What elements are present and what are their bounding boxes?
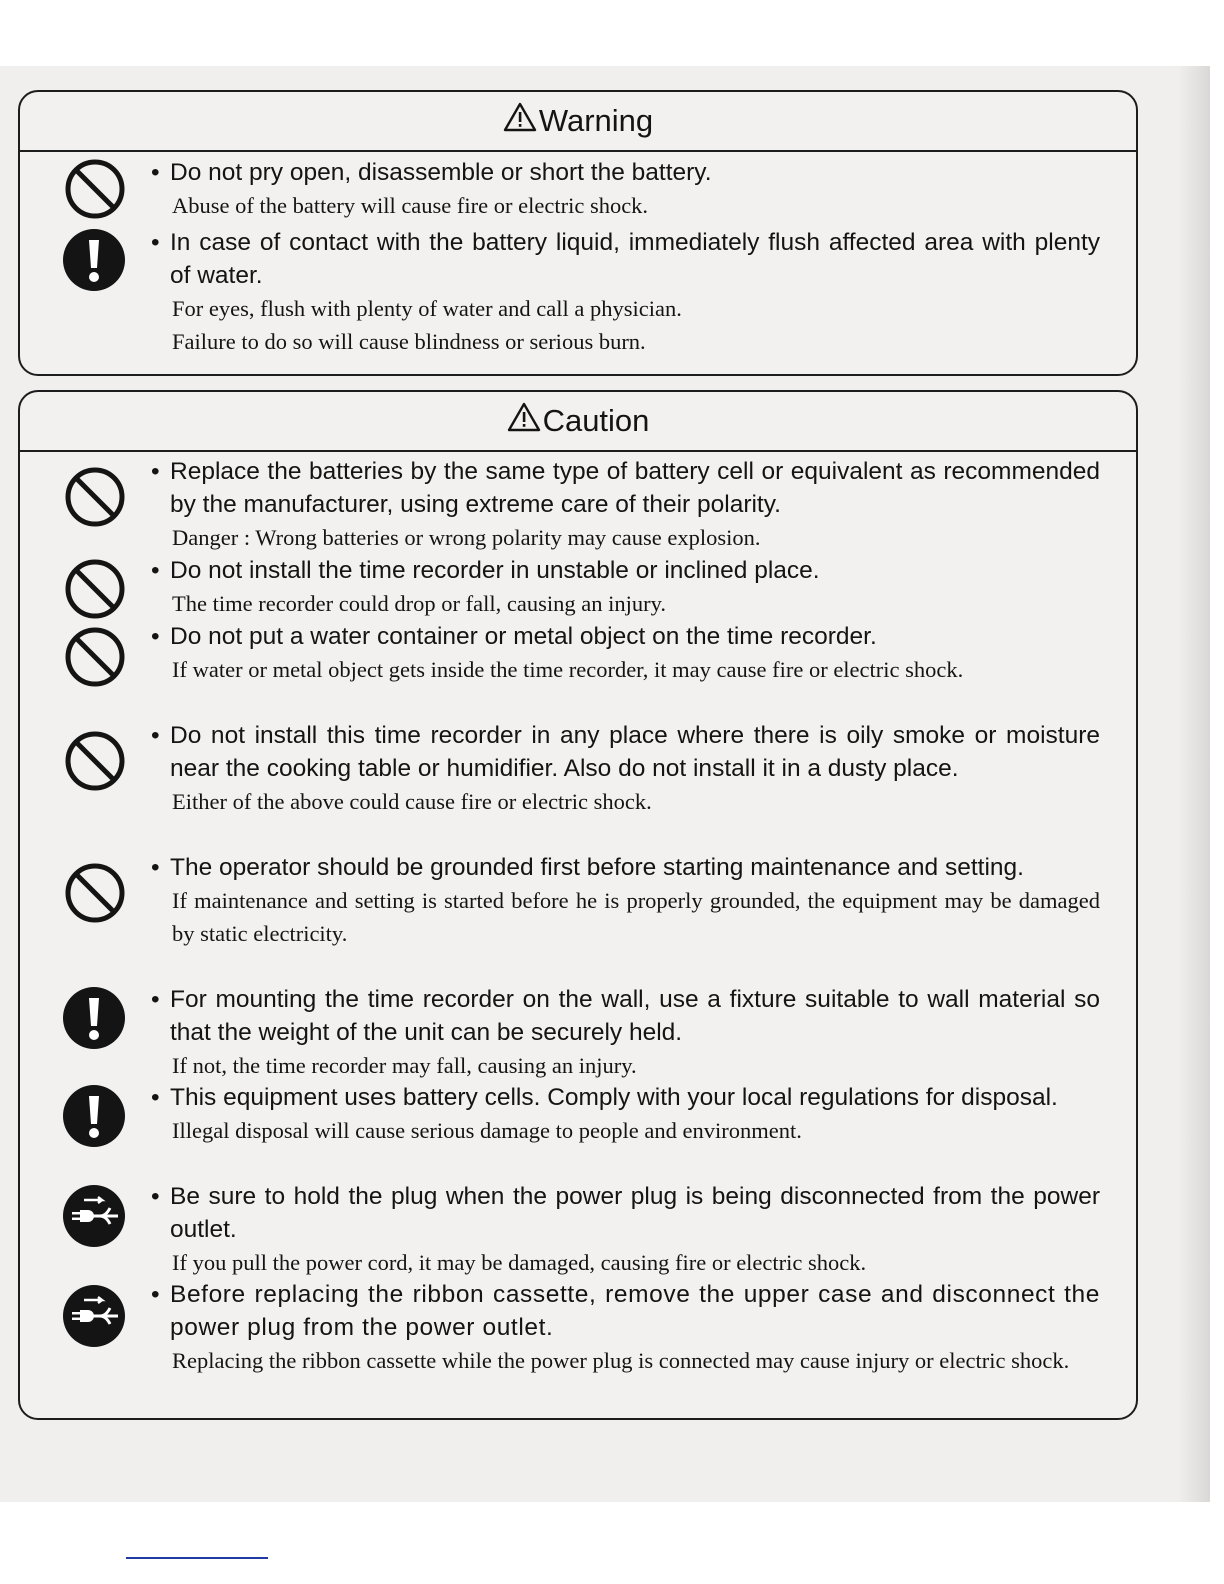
caution-item-text: • Do not put a water container or metal object on the time recorder.	[148, 620, 1100, 653]
prohibition-icon	[64, 862, 126, 929]
caution-item	[148, 719, 1100, 818]
caution-item	[148, 983, 1100, 1082]
caution-title: Caution	[542, 403, 650, 438]
caution-item	[148, 455, 1100, 554]
caution-item	[148, 1278, 1100, 1377]
caution-item-text: • Replace the batteries by the same type of battery cell or equivalent as recommended by the manufacturer, using extreme care of their polarity.	[148, 455, 1100, 521]
footer-rule	[126, 1557, 268, 1559]
caution-item-text: • Before replacing the ribbon cassette, remove the upper case and disconnect the power plug from the power outlet.	[148, 1278, 1100, 1344]
caution-item	[148, 554, 1100, 620]
warning-item-note: For eyes, flush with plenty of water and call a physician.	[172, 296, 682, 321]
caution-item	[148, 1081, 1100, 1147]
caution-triangle-icon	[507, 402, 541, 440]
warning-title: Warning	[538, 103, 654, 138]
caution-item-note: If maintenance and setting is started before he is properly grounded, the equipment may be damaged by static electricity.	[172, 888, 1100, 946]
page-edge-shadow	[1178, 66, 1210, 1502]
warning-item-text: • Do not pry open, disassemble or short the battery.	[148, 156, 1100, 189]
warning-item-text: • In case of contact with the battery liquid, immediately flush affected area with plenty of water.	[148, 226, 1100, 292]
caution-item-text: • The operator should be grounded first before starting maintenance and setting.	[148, 851, 1100, 884]
unplug-icon	[62, 1284, 126, 1353]
warning-header	[20, 92, 1136, 152]
caution-item-text: • Do not install this time recorder in any place where there is oily smoke or moisture near the cooking table or humidifier. Also do not install it in a dusty place.	[148, 719, 1100, 785]
caution-item-note: The time recorder could drop or fall, causing an injury.	[172, 591, 666, 616]
caution-header	[20, 392, 1136, 452]
unplug-icon	[62, 1184, 126, 1253]
caution-item-note: If water or metal object gets inside the time recorder, it may cause fire or electric shock.	[172, 657, 964, 682]
exclamation-icon	[62, 228, 126, 297]
caution-item-text: • This equipment uses battery cells. Comply with your local regulations for disposal.	[148, 1081, 1100, 1114]
warning-item	[148, 226, 1100, 358]
warning-item	[148, 156, 1100, 222]
prohibition-icon	[64, 626, 126, 693]
warning-item-note: Failure to do so will cause blindness or serious burn.	[172, 329, 646, 354]
caution-item-note: Illegal disposal will cause serious damage to people and environment.	[172, 1118, 802, 1143]
caution-item	[148, 1180, 1100, 1279]
caution-item	[148, 851, 1100, 950]
caution-item-note: Danger : Wrong batteries or wrong polarity may cause explosion.	[172, 525, 761, 550]
caution-item-text: • Do not install the time recorder in unstable or inclined place.	[148, 554, 1100, 587]
caution-item-text: • For mounting the time recorder on the wall, use a fixture suitable to wall material so that the weight of the unit can be securely held.	[148, 983, 1100, 1049]
prohibition-icon	[64, 730, 126, 797]
caution-item-note: Replacing the ribbon cassette while the power plug is connected may cause injury or electric shock.	[172, 1348, 1070, 1373]
exclamation-icon	[62, 986, 126, 1055]
prohibition-icon	[64, 466, 126, 533]
exclamation-icon	[62, 1084, 126, 1153]
prohibition-icon	[64, 558, 126, 625]
prohibition-icon	[64, 158, 126, 225]
caution-item-note: Either of the above could cause fire or electric shock.	[172, 789, 652, 814]
warning-triangle-icon	[503, 102, 537, 140]
caution-item	[148, 620, 1100, 686]
caution-item-note: If you pull the power cord, it may be damaged, causing fire or electric shock.	[172, 1250, 867, 1275]
caution-item-note: If not, the time recorder may fall, causing an injury.	[172, 1053, 637, 1078]
caution-item-text: • Be sure to hold the plug when the power plug is being disconnected from the power outlet.	[148, 1180, 1100, 1246]
warning-item-note: Abuse of the battery will cause fire or electric shock.	[172, 193, 649, 218]
